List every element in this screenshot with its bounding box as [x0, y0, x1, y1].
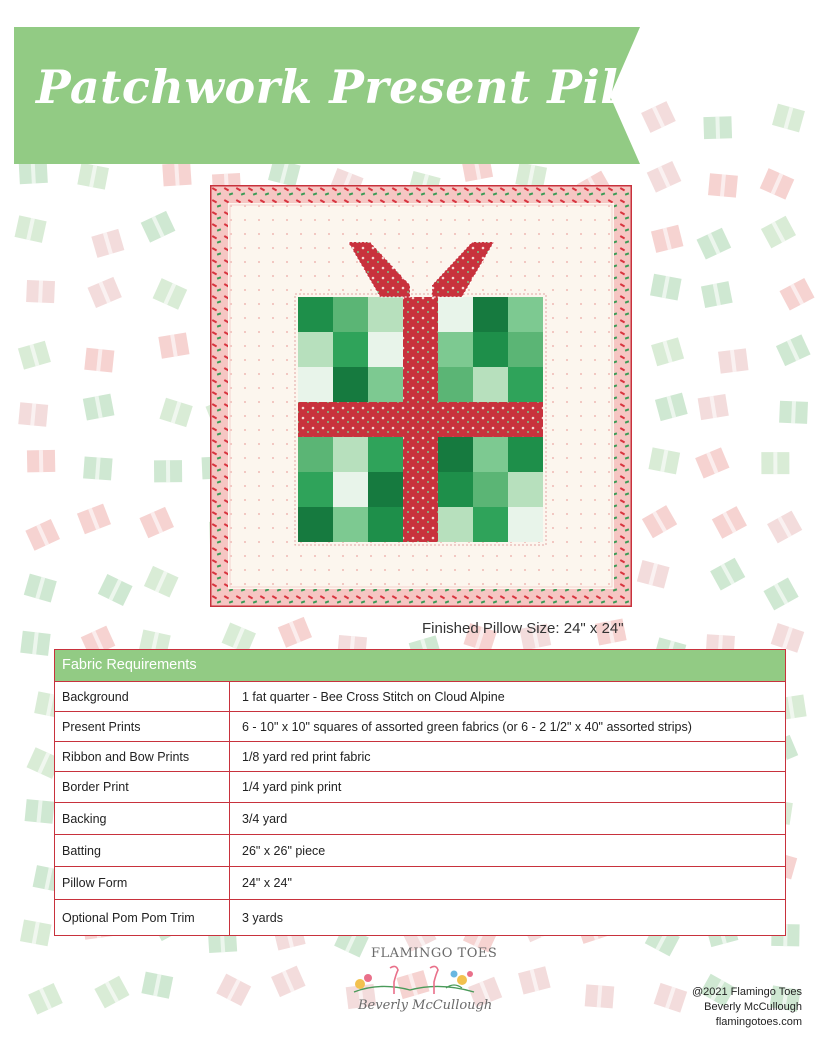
ribbon-horizontal	[298, 402, 543, 437]
pillow-illustration	[210, 185, 632, 607]
row-value: 24" x 24"	[242, 876, 292, 890]
present-patch	[438, 367, 473, 402]
present-patch	[473, 507, 508, 542]
row-value: 3 yards	[242, 910, 283, 925]
row-label: Batting	[55, 835, 230, 866]
page-title: Patchwork Present Pillow	[36, 60, 708, 114]
row-value: 1/8 yard red print fabric	[242, 749, 371, 764]
finished-size-caption: Finished Pillow Size: 24" x 24"	[422, 620, 624, 637]
copyright-text: @2021 Flamingo Toes	[691, 986, 802, 998]
present-patch	[333, 332, 368, 367]
present-patch	[368, 472, 403, 507]
present-patch	[298, 472, 333, 507]
row-label: Present Prints	[55, 712, 230, 741]
table-row	[55, 682, 785, 711]
present-patch	[473, 297, 508, 332]
present-patch	[508, 507, 543, 542]
present-patch	[333, 367, 368, 402]
flamingo-flowers-icon	[350, 962, 480, 998]
table-body	[55, 682, 785, 935]
present-patch	[508, 367, 543, 402]
author-text: Beverly McCullough	[704, 1001, 802, 1013]
row-label: Backing	[55, 803, 230, 834]
present-patch	[508, 332, 543, 367]
present-patch	[298, 507, 333, 542]
present-patch	[508, 297, 543, 332]
present-patch	[508, 472, 543, 507]
table-row	[55, 899, 785, 935]
present-patch	[508, 437, 543, 472]
present-patch	[473, 332, 508, 367]
flamingo-toes-logo	[350, 944, 498, 1024]
row-value: 26" x 26" piece	[242, 843, 326, 858]
present-patch	[298, 297, 333, 332]
present-patch	[298, 367, 333, 402]
present-patch	[473, 367, 508, 402]
table-row	[55, 711, 785, 741]
present-patch	[473, 437, 508, 472]
row-value: 1 fat quarter - Bee Cross Stitch on Cloud Alpine	[242, 689, 505, 704]
present-patch	[298, 332, 333, 367]
present-patch	[368, 437, 403, 472]
present-patch	[438, 437, 473, 472]
row-label: Background	[55, 682, 230, 711]
present-patch	[333, 472, 368, 507]
row-value: 3/4 yard	[242, 811, 288, 826]
website-text: flamingotoes.com	[715, 1016, 802, 1028]
present-patch	[368, 332, 403, 367]
copyright-credits	[692, 985, 802, 1030]
table-heading: Fabric Requirements	[55, 650, 785, 682]
table-row	[55, 834, 785, 866]
present-patch	[333, 437, 368, 472]
table-row	[55, 866, 785, 899]
present-patch	[368, 297, 403, 332]
logo-person-text: Beverly McCullough	[358, 998, 493, 1013]
present-patch	[333, 297, 368, 332]
row-value: 6 - 10" x 10" squares of assorted green fabrics (or 6 - 2 1/2" x 40" assorted strips)	[242, 719, 692, 734]
present-patch	[333, 507, 368, 542]
present-patch	[298, 437, 333, 472]
present-patch	[438, 472, 473, 507]
row-label: Border Print	[55, 772, 230, 802]
table-row	[55, 741, 785, 771]
present-patch	[368, 507, 403, 542]
present-patch	[438, 297, 473, 332]
present-patch	[438, 507, 473, 542]
logo-brand-text: FLAMINGO TOES	[371, 946, 498, 961]
table-row	[55, 802, 785, 834]
present-patch	[473, 472, 508, 507]
table-row	[55, 771, 785, 802]
fabric-requirements-table	[54, 649, 786, 936]
present-patch	[438, 332, 473, 367]
present-patch	[368, 367, 403, 402]
row-label: Ribbon and Bow Prints	[55, 742, 230, 771]
row-label: Optional Pom Pom Trim	[55, 900, 230, 935]
row-value: 1/4 yard pink print	[242, 780, 342, 794]
present-patchwork	[295, 294, 546, 545]
row-label: Pillow Form	[55, 867, 230, 899]
